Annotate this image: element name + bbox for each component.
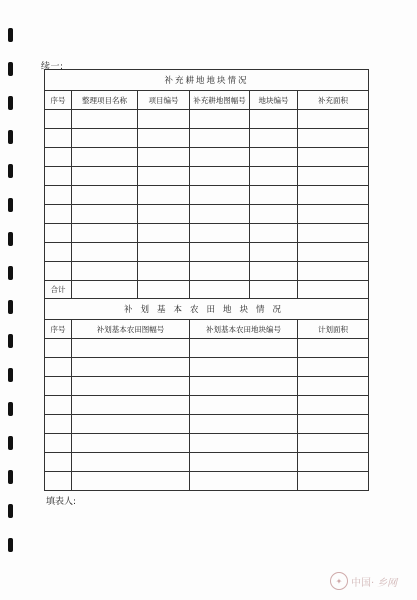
- table-row: [45, 415, 369, 434]
- header-supplement-area: 补充面积: [298, 91, 369, 110]
- binding-mark: [8, 28, 13, 42]
- table-cell[interactable]: [250, 262, 298, 281]
- table-cell[interactable]: [298, 453, 369, 472]
- table-cell[interactable]: [190, 224, 250, 243]
- table-cell[interactable]: [298, 262, 369, 281]
- table-cell[interactable]: [45, 377, 72, 396]
- table-cell[interactable]: [190, 396, 298, 415]
- table-cell[interactable]: [190, 377, 298, 396]
- table-cell[interactable]: [298, 281, 369, 299]
- table-cell[interactable]: [72, 205, 138, 224]
- table-cell[interactable]: [45, 148, 72, 167]
- header-serial-2: 序号: [45, 320, 72, 339]
- table1-header-row: [45, 91, 369, 110]
- table-row: [45, 358, 369, 377]
- table-cell[interactable]: [190, 243, 250, 262]
- table-cell[interactable]: [250, 167, 298, 186]
- table-cell[interactable]: [298, 358, 369, 377]
- table-row: [45, 186, 369, 205]
- table-cell[interactable]: [72, 434, 190, 453]
- total-row: [45, 281, 369, 299]
- table-cell[interactable]: [72, 339, 190, 358]
- binding-mark: [8, 130, 13, 144]
- table-row: [45, 262, 369, 281]
- continuation-label: 续一:: [41, 62, 64, 72]
- table-row: [45, 129, 369, 148]
- table-cell[interactable]: [72, 167, 138, 186]
- table-cell[interactable]: [298, 472, 369, 491]
- table-cell[interactable]: [298, 434, 369, 453]
- form-filler-label: 填表人:: [46, 497, 77, 507]
- table-cell[interactable]: [72, 281, 138, 299]
- table-cell[interactable]: [72, 224, 138, 243]
- header-plot-number: 地块编号: [250, 91, 298, 110]
- watermark-text-2: 乡网: [377, 577, 398, 589]
- header-map-sheet-number: 补充耕地图幅号: [190, 91, 250, 110]
- table-cell[interactable]: [45, 339, 72, 358]
- table-cell[interactable]: [190, 110, 250, 129]
- binding-mark: [8, 436, 13, 450]
- table-cell[interactable]: [190, 186, 250, 205]
- table-cell[interactable]: [72, 243, 138, 262]
- table-cell[interactable]: [190, 129, 250, 148]
- binding-mark: [8, 402, 13, 416]
- table-cell[interactable]: [298, 377, 369, 396]
- table2-header-row: [45, 320, 369, 339]
- table-cell[interactable]: [190, 262, 250, 281]
- table-cell[interactable]: [45, 186, 72, 205]
- table-cell[interactable]: [45, 434, 72, 453]
- table-cell[interactable]: [250, 281, 298, 299]
- table2-title: 补划基本农田地块情况: [45, 299, 369, 320]
- table-cell[interactable]: [45, 262, 72, 281]
- header-basic-farmland-map-sheet: 补划基本农田图幅号: [72, 320, 190, 339]
- table-row: [45, 205, 369, 224]
- total-label: 合计: [45, 281, 72, 299]
- table-cell[interactable]: [138, 148, 190, 167]
- table-cell[interactable]: [250, 148, 298, 167]
- header-basic-farmland-plot-number: 补划基本农田地块编号: [190, 320, 298, 339]
- table-cell[interactable]: [138, 167, 190, 186]
- table-cell[interactable]: [190, 167, 250, 186]
- table-cell[interactable]: [250, 129, 298, 148]
- table-cell[interactable]: [298, 396, 369, 415]
- site-watermark: [330, 570, 410, 592]
- header-project-name: 整理项目名称: [72, 91, 138, 110]
- table-cell[interactable]: [298, 205, 369, 224]
- table-cell[interactable]: [45, 205, 72, 224]
- table-cell[interactable]: [138, 186, 190, 205]
- table-cell[interactable]: [138, 129, 190, 148]
- table2-title-row: [45, 299, 369, 320]
- table-cell[interactable]: [45, 472, 72, 491]
- table-cell[interactable]: [190, 205, 250, 224]
- table-cell[interactable]: [72, 377, 190, 396]
- table-row: [45, 396, 369, 415]
- binding-mark: [8, 368, 13, 382]
- binding-mark: [8, 300, 13, 314]
- binding-mark: [8, 470, 13, 484]
- binding-mark: [8, 538, 13, 552]
- table-cell[interactable]: [45, 243, 72, 262]
- table-cell[interactable]: [138, 205, 190, 224]
- table-cell[interactable]: [298, 243, 369, 262]
- table-cell[interactable]: [45, 396, 72, 415]
- table-cell[interactable]: [190, 339, 298, 358]
- binding-mark: [8, 266, 13, 280]
- table1-title-row: [45, 70, 369, 91]
- table1-title: 补充耕地地块情况: [45, 70, 369, 91]
- table-cell[interactable]: [298, 415, 369, 434]
- binding-mark: [8, 164, 13, 178]
- table-row: [45, 339, 369, 358]
- table-cell[interactable]: [298, 186, 369, 205]
- binding-mark: [8, 504, 13, 518]
- table-cell[interactable]: [45, 358, 72, 377]
- table-cell[interactable]: [138, 224, 190, 243]
- table-cell[interactable]: [190, 453, 298, 472]
- table-cell[interactable]: [250, 224, 298, 243]
- header-planned-area: 计划面积: [298, 320, 369, 339]
- table-cell[interactable]: [45, 453, 72, 472]
- table-row: [45, 243, 369, 262]
- table-cell[interactable]: [250, 110, 298, 129]
- table-cell[interactable]: [72, 396, 190, 415]
- table-cell[interactable]: [190, 434, 298, 453]
- table-cell[interactable]: [250, 205, 298, 224]
- binding-holes: [8, 28, 16, 568]
- table-row: [45, 453, 369, 472]
- table-cell[interactable]: [72, 186, 138, 205]
- table-cell[interactable]: [72, 453, 190, 472]
- table-cell[interactable]: [190, 415, 298, 434]
- table-cell[interactable]: [45, 167, 72, 186]
- table-row: [45, 148, 369, 167]
- binding-mark: [8, 232, 13, 246]
- table-cell[interactable]: [138, 243, 190, 262]
- table-cell[interactable]: [298, 129, 369, 148]
- table-cell[interactable]: [45, 129, 72, 148]
- table-cell[interactable]: [250, 186, 298, 205]
- table-cell[interactable]: [72, 148, 138, 167]
- table-cell[interactable]: [190, 281, 250, 299]
- table-cell[interactable]: [190, 472, 298, 491]
- watermark-text: 中国·: [351, 577, 375, 589]
- table-cell[interactable]: [138, 262, 190, 281]
- table-cell[interactable]: [298, 339, 369, 358]
- binding-mark: [8, 62, 13, 76]
- table-cell[interactable]: [45, 224, 72, 243]
- table-cell[interactable]: [72, 262, 138, 281]
- header-project-number: 项目编号: [138, 91, 190, 110]
- supplement-table: [44, 69, 369, 491]
- table-cell[interactable]: [298, 167, 369, 186]
- table-cell[interactable]: [298, 224, 369, 243]
- binding-mark: [8, 334, 13, 348]
- table-cell[interactable]: [190, 148, 250, 167]
- table-cell[interactable]: [138, 110, 190, 129]
- table-cell[interactable]: [72, 472, 190, 491]
- table-row: [45, 110, 369, 129]
- table-cell[interactable]: [72, 110, 138, 129]
- table-row: [45, 434, 369, 453]
- table-cell[interactable]: [72, 358, 190, 377]
- table-row: [45, 472, 369, 491]
- emblem-icon: ✦: [330, 572, 348, 590]
- table-cell[interactable]: [190, 358, 298, 377]
- table-cell[interactable]: [250, 243, 298, 262]
- table-cell[interactable]: [298, 110, 369, 129]
- table-row: [45, 224, 369, 243]
- table-cell[interactable]: [45, 110, 72, 129]
- table-cell[interactable]: [298, 148, 369, 167]
- binding-mark: [8, 96, 13, 110]
- table-cell[interactable]: [72, 415, 190, 434]
- table-row: [45, 377, 369, 396]
- table-row: [45, 167, 369, 186]
- table-cell[interactable]: [138, 281, 190, 299]
- header-serial: 序号: [45, 91, 72, 110]
- binding-mark: [8, 198, 13, 212]
- table-cell[interactable]: [72, 129, 138, 148]
- table-cell[interactable]: [45, 415, 72, 434]
